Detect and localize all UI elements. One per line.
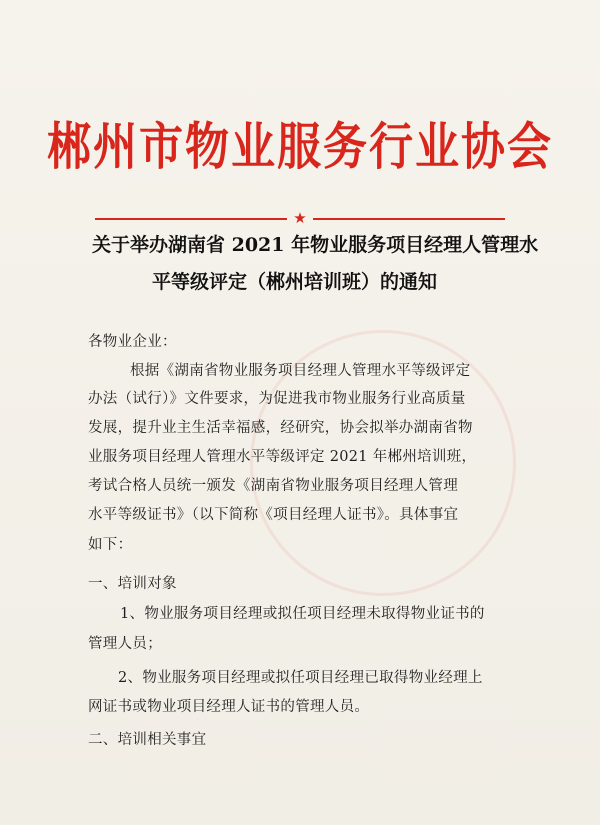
red-divider [95, 209, 505, 227]
list-item-line: 2、物业服务项目经理或拟任项目经理已取得物业经理上 [118, 670, 483, 686]
section-heading: 二、培训相关事宜 [88, 732, 207, 748]
paragraph-line: 考试合格人员统一颁发《湖南省物业服务项目经理人管理 [88, 478, 458, 494]
paragraph-line: 发展，提升业主生活幸福感，经研究，协会拟举办湖南省物 [88, 420, 473, 436]
paragraph-line: 根据《湖南省物业服务项目经理人管理水平等级评定 [130, 363, 471, 379]
paragraph-line: 业服务项目经理人管理水平等级评定 2021 年郴州培训班， [88, 449, 477, 465]
list-item-line: 管理人员； [88, 636, 162, 652]
divider-line-left [95, 218, 287, 220]
section-heading: 一、培训对象 [88, 576, 177, 592]
notice-title-line-1: 关于举办湖南省 2021 年物业服务项目经理人管理水 [92, 234, 539, 256]
paragraph-line: 办法（试行）》文件要求，为促进我市物业服务行业高质量 [88, 391, 466, 407]
salutation: 各物业企业： [88, 334, 177, 350]
organization-title: 郴州市物业服务行业协会 [47, 118, 553, 177]
notice-title-line-2: 平等级评定（郴州培训班）的通知 [152, 271, 438, 293]
star-icon: ★ [293, 209, 307, 227]
divider-line-right [313, 218, 505, 220]
list-item-line: 网证书或物业项目经理人证书的管理人员。 [88, 699, 370, 715]
paragraph-line: 水平等级证书》（以下简称《项目经理人证书》。具体事宜 [88, 507, 459, 523]
list-item-line: 1、物业服务项目经理或拟任项目经理未取得物业证书的 [120, 606, 485, 622]
paragraph-line: 如下： [88, 537, 133, 553]
